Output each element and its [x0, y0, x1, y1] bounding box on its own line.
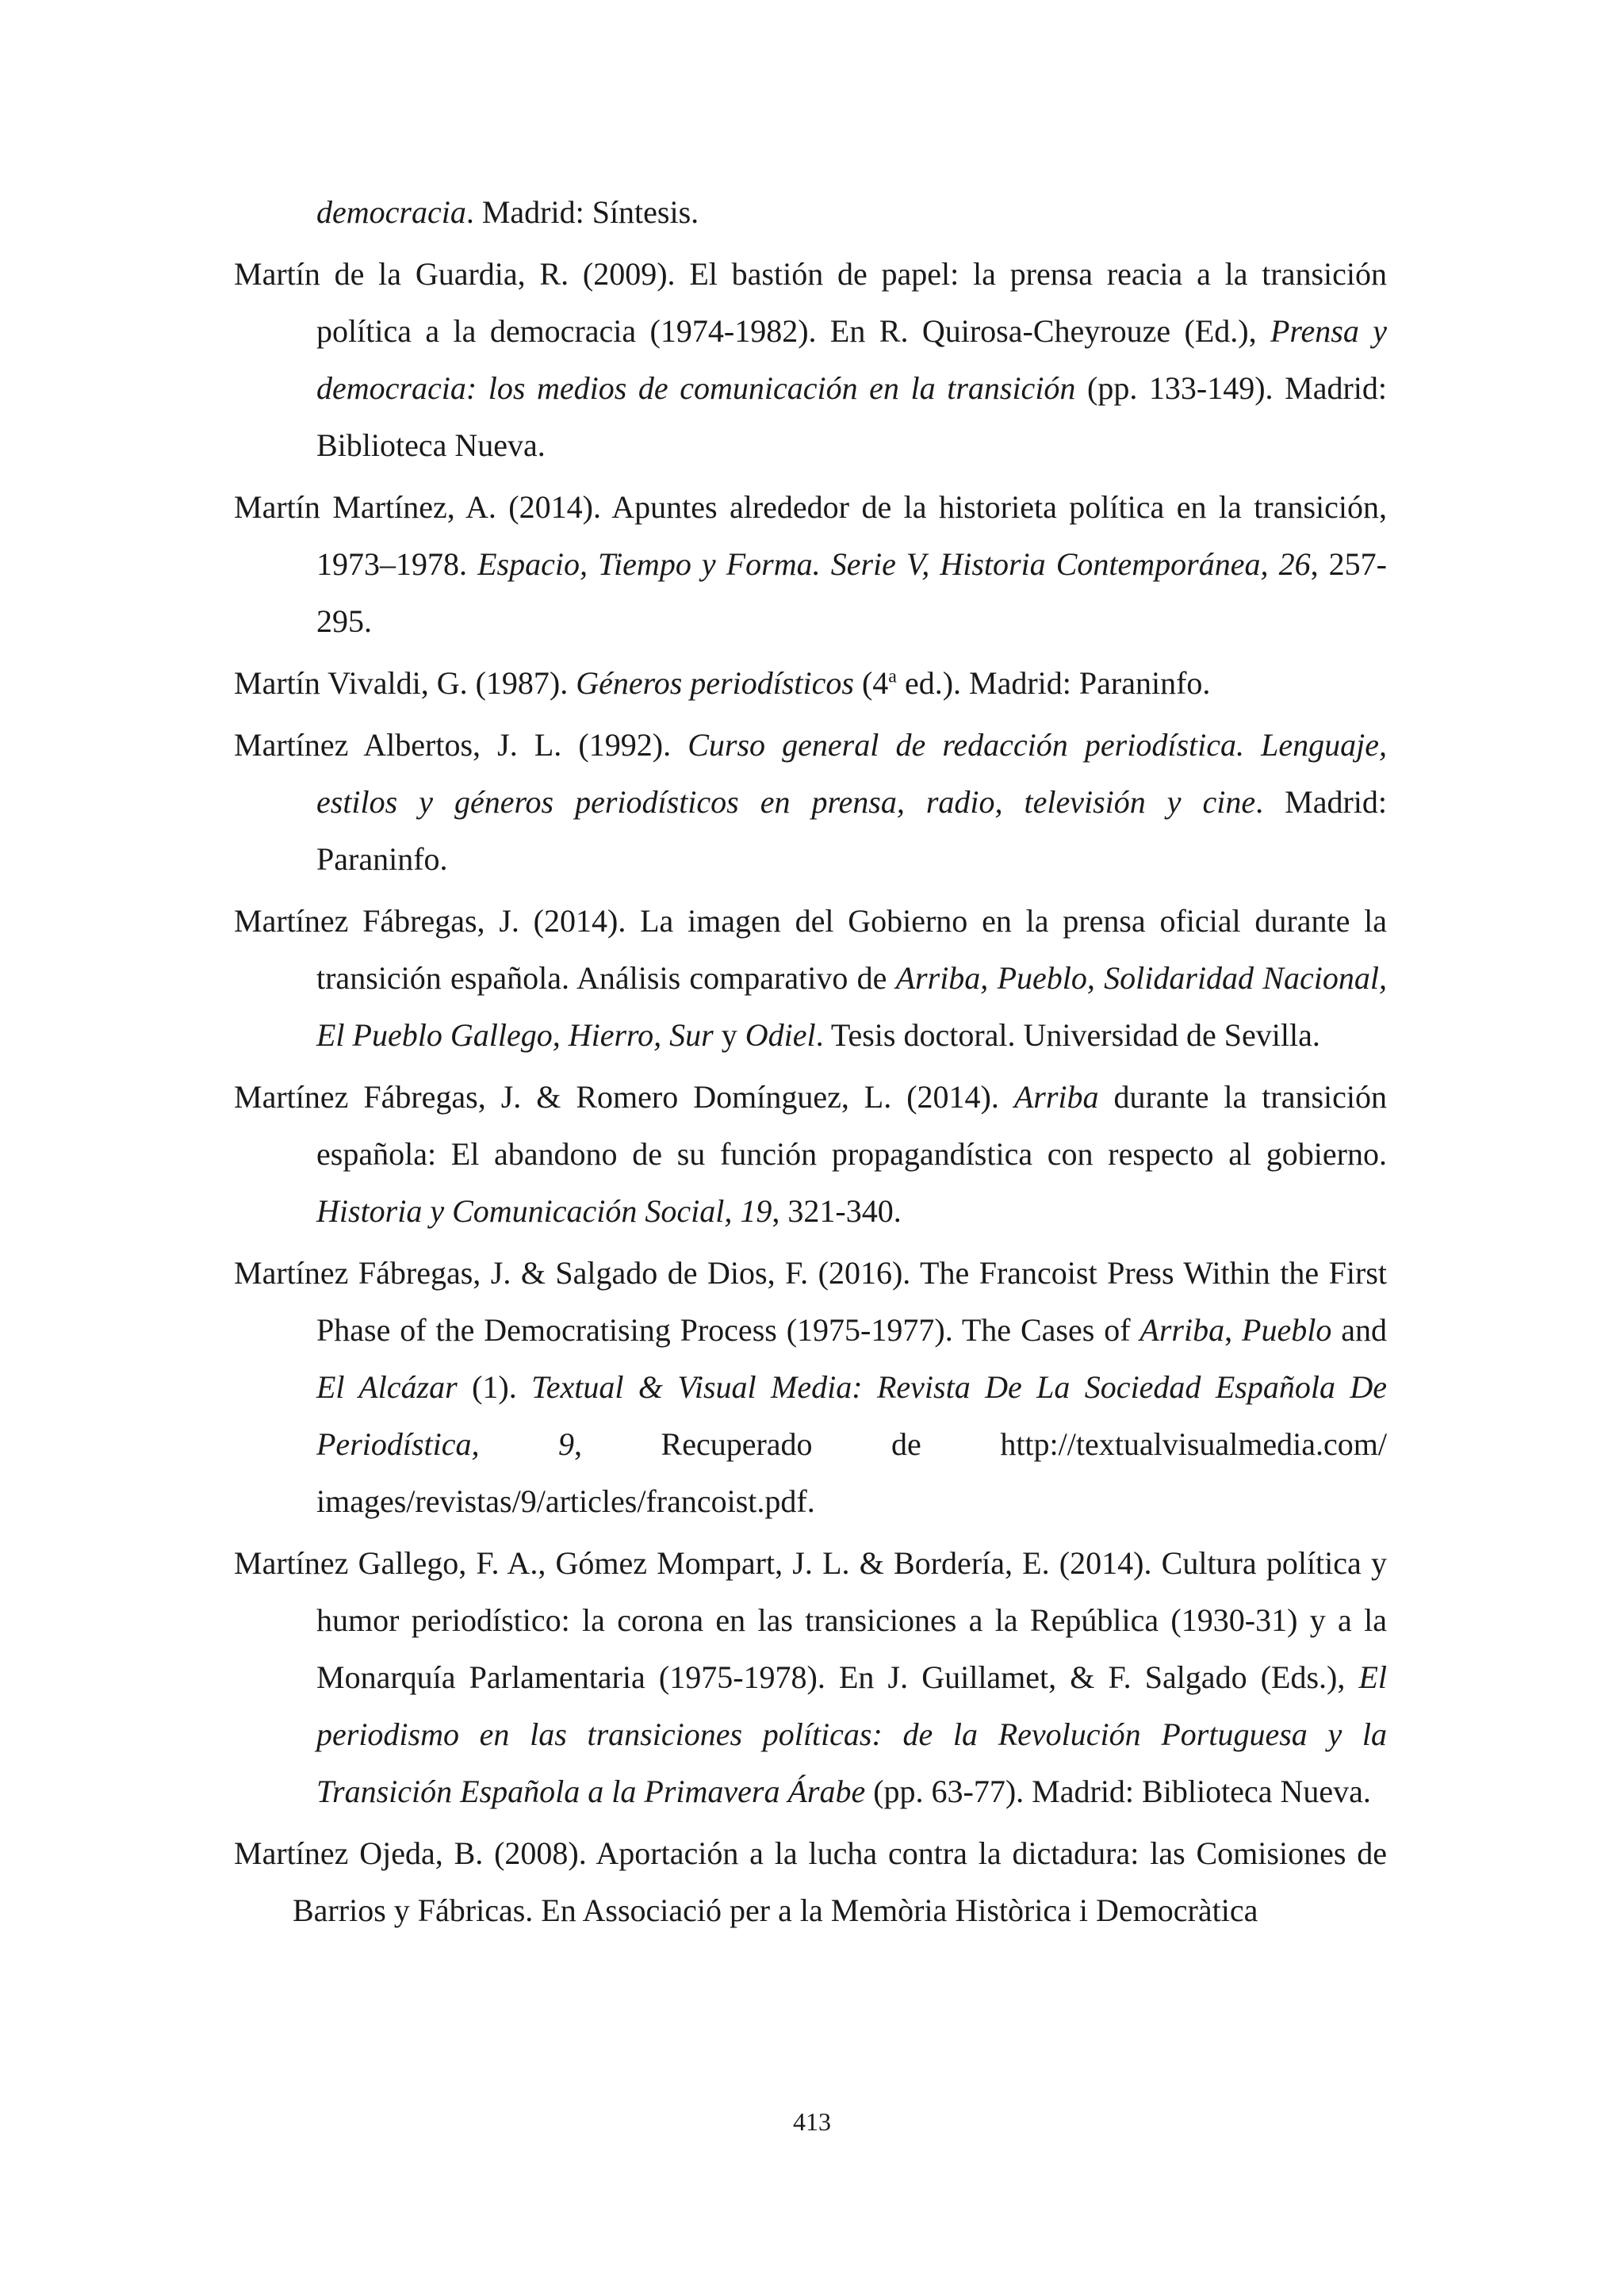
reference-entry	[234, 246, 1387, 474]
reference-text-italic: Pueblo	[1242, 1312, 1332, 1348]
reference-list	[234, 184, 1387, 1944]
reference-text-italic: democracia	[316, 194, 466, 230]
reference-text: (4	[853, 665, 889, 701]
reference-text: durante la transición española: El abandono de su función propagandística con respecto al gobierno.	[316, 1079, 1388, 1172]
reference-entry	[234, 1069, 1387, 1240]
reference-text: Martín Martínez, A. (2014). Apuntes alrededor de la historieta política en la transición, 1973–1978.	[234, 489, 1387, 582]
reference-text: Martínez Fábregas, J. & Salgado de Dios, F. (2016). The Francoist Press Within the First Phase of the Democratising Process (1975-1977). The Cases of	[234, 1255, 1387, 1348]
reference-entry	[234, 479, 1387, 650]
reference-text: Martín Vivaldi, G. (1987).	[234, 665, 576, 701]
reference-text: Martínez Gallego, F. A., Gómez Mompart, J. L. & Bordería, E. (2014). Cultura política y humor periodístico: la corona en las transiciones a la República (1930-31) y a la Monarquía Parlamentaria (1975-1978). En J. Guillamet, & F. Salgado (Eds.),	[234, 1545, 1387, 1695]
reference-text: y	[713, 1017, 745, 1053]
reference-entry	[234, 655, 1387, 712]
reference-text: ,	[1224, 1312, 1243, 1348]
reference-text: (pp. 133-149). Madrid: Biblioteca Nueva.	[316, 370, 1388, 463]
reference-text-italic: Textual & Visual Media: Revista De La Sociedad Española De Periodística, 9	[316, 1369, 1388, 1462]
reference-text: . Madrid: Paraninfo.	[316, 784, 1387, 877]
reference-text: Martín de la Guardia, R. (2009). El bastión de papel: la prensa reacia a la transición política a la democracia (1974-1982). En R. Quirosa-Cheyrouze (Ed.),	[234, 256, 1387, 349]
reference-entry	[234, 1245, 1387, 1530]
reference-text: and	[1331, 1312, 1387, 1348]
reference-text-italic: Prensa y democracia: los medios de comunicación en la transición	[316, 313, 1387, 406]
reference-text-italic: El Alcázar	[316, 1369, 458, 1405]
reference-text: . Tesis doctoral. Universidad de Sevilla.	[815, 1017, 1320, 1053]
page-number: 413	[793, 2107, 831, 2136]
reference-text: (pp. 63-77). Madrid: Biblioteca Nueva.	[865, 1774, 1371, 1809]
reference-text: Martínez Albertos, J. L. (1992).	[234, 727, 688, 763]
reference-text-italic: Arriba	[1139, 1312, 1225, 1348]
reference-entry	[234, 893, 1387, 1064]
reference-text-italic: El periodismo en las transiciones políticas: de la Revolución Portuguesa y la Transición Española a la Primavera Árabe	[316, 1659, 1387, 1809]
reference-text: Martínez Ojeda, B. (2008). Aportación a la lucha contra la dictadura: las Comisiones de Barrios y Fábricas. En Associació per a la Memòria Històrica i Democràtica	[234, 1835, 1387, 1928]
reference-text: Martínez Fábregas, J. & Romero Domínguez, L. (2014).	[234, 1079, 1014, 1115]
reference-text: , 321-340.	[772, 1193, 902, 1229]
reference-text: Martínez Fábregas, J. (2014). La imagen del Gobierno en la prensa oficial durante la transición española. Análisis comparativo de	[234, 903, 1387, 996]
reference-text: . Madrid: Síntesis.	[465, 194, 699, 230]
reference-text-italic: Géneros periodísticos	[576, 665, 854, 701]
reference-entry	[234, 717, 1387, 888]
reference-text-italic: Historia y Comunicación Social, 19	[316, 1193, 772, 1229]
reference-entry	[234, 184, 1387, 241]
reference-entry	[234, 1535, 1387, 1820]
reference-text-italic: Arriba, Pueblo, Solidaridad Nacional, El Pueblo Gallego, Hierro, Sur	[316, 960, 1387, 1053]
reference-text-italic: Arriba	[1013, 1079, 1099, 1115]
reference-text: , 257-295.	[316, 546, 1387, 639]
reference-text-italic: Curso general de redacción periodística. Lenguaje, estilos y géneros periodísticos en prensa, radio, televisión y cine	[316, 727, 1388, 820]
reference-text-italic: Espacio, Tiempo y Forma. Serie V, Historia Contemporánea, 26	[477, 546, 1311, 582]
reference-text: ed.). Madrid: Paraninfo.	[896, 665, 1211, 701]
reference-entry	[234, 1825, 1387, 1939]
reference-text: , Recuperado de http://textualvisualmedia.com/ images/revistas/9/articles/francoist.pdf.	[316, 1426, 1387, 1519]
ordinal-superscript: a	[888, 666, 897, 687]
reference-text: (1).	[457, 1369, 532, 1405]
reference-text-italic: Odiel	[745, 1017, 816, 1053]
